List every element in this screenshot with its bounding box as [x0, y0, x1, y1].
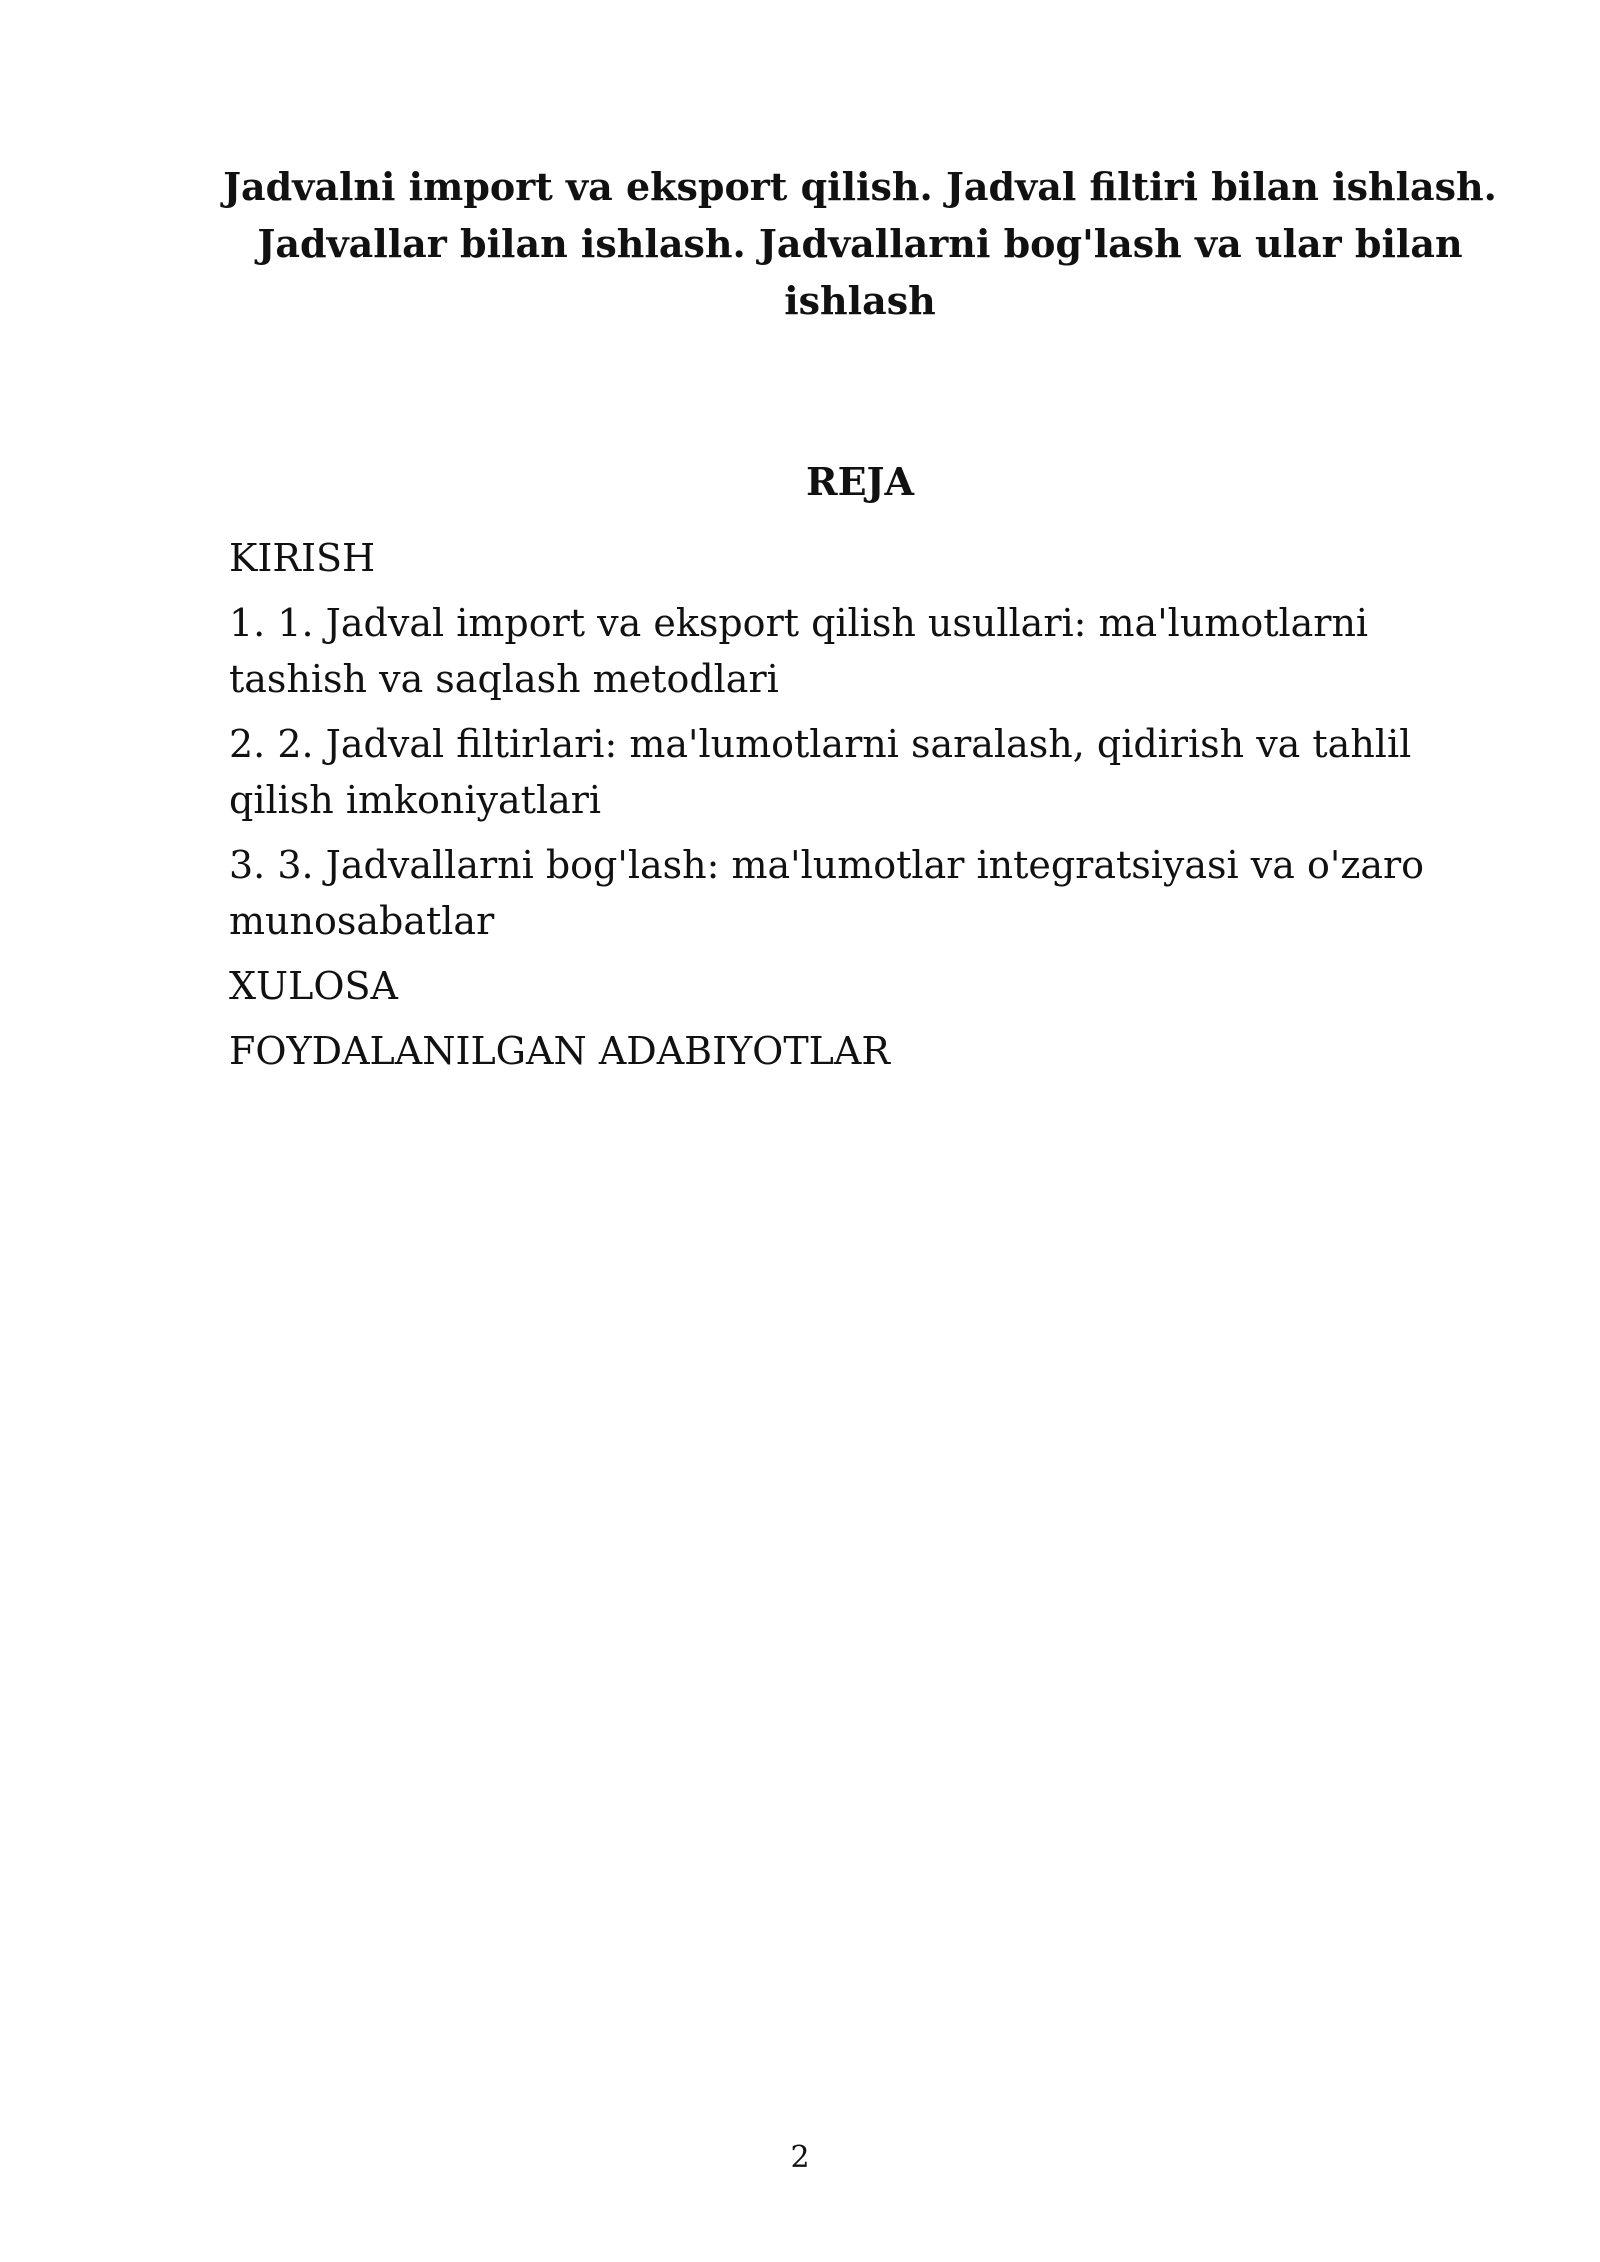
- plan-item-3: 3. 3. Jadvallarni bog'lash: ma'lumotlar integratsiyasi va o'zaro munosabatlar: [229, 843, 1425, 943]
- plan-item-1: 1. 1. Jadval import va eksport qilish usullari: ma'lumotlarni tashish va saqlash metodlari: [229, 601, 1369, 701]
- plan-item-2: 2. 2. Jadval filtirlari: ma'lumotlarni saralash, qidirish va tahlil qilish imkoniyatlari: [229, 722, 1412, 822]
- plan-item-introduction: KIRISH: [229, 536, 376, 580]
- plan-item-conclusion: XULOSA: [229, 964, 398, 1008]
- plan-item-references: FOYDALANILGAN ADABIYOTLAR: [229, 1029, 890, 1073]
- document-title: Jadvalni import va eksport qilish. Jadval filtiri bilan ishlash. Jadvallar bilan ishlash. Jadvallarni bog'lash va ular bilan ishlash: [223, 164, 1497, 323]
- plan-list: [229, 530, 1469, 1088]
- plan-heading: REJA: [805, 459, 914, 504]
- page-number: 2: [790, 2140, 810, 2175]
